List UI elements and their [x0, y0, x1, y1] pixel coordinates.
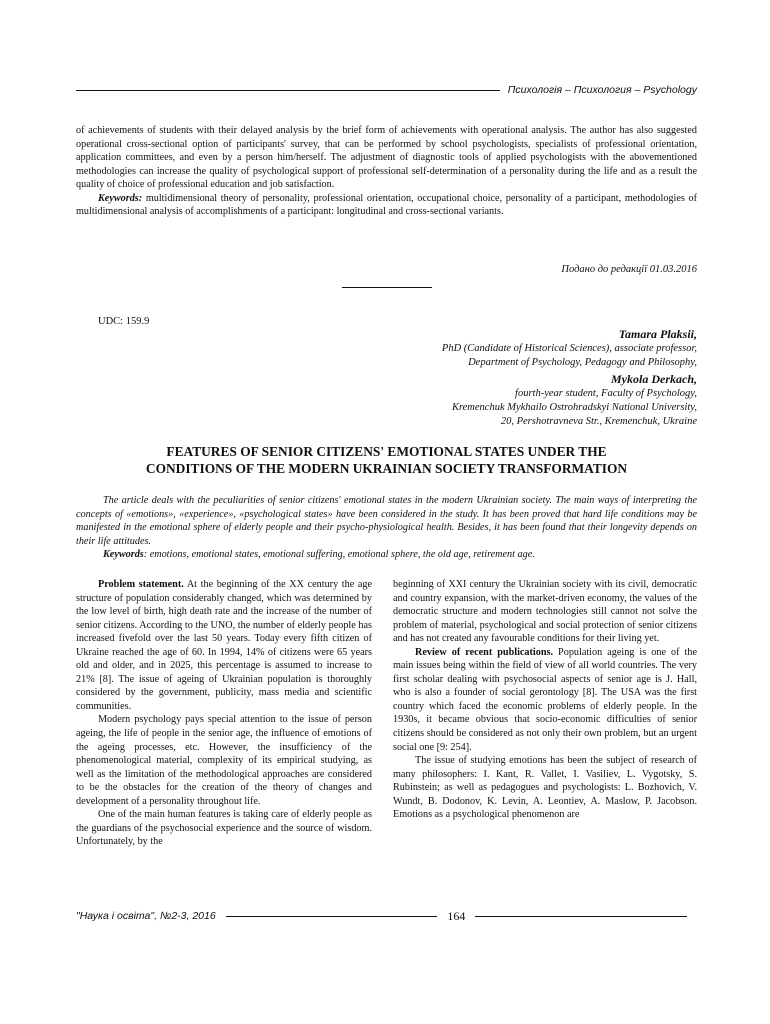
body-paragraph: [393, 646, 697, 754]
abstract: [76, 494, 697, 562]
abstract-keywords-text: : emotions, emotional states, emotional suffering, emotional sphere, the old age, retirement age.: [143, 549, 535, 561]
body-text: Population ageing is one of the main issues being within the field of view of all world countries. The very first scholar dealing with psychosocial aspects of senior age is J. Hall, who is also a founder of social gerontology [8]. The USA was the first country which faced the economic problems of elderly people. In the 1930s, it became obvious that socio-economic difficulties of senior citizens should be considered as not only their own problem, but an urgent social one [9: 254].: [393, 646, 697, 753]
intro-section: [76, 124, 697, 219]
body-paragraph: [76, 578, 372, 713]
intro-keywords-text: multidimensional theory of personality, professional orientation, occupational choice, personality of a participant, methodologies of multidimensional analysis of accomplishments of a participant: longitudinal and cross-sectional variants.: [76, 192, 697, 218]
abstract-keywords: [76, 548, 697, 562]
footer-rule: [226, 916, 438, 917]
udc-code: UDC: 159.9: [98, 316, 150, 327]
author-affiliation: Department of Psychology, Pedagogy and Philosophy,: [468, 357, 697, 369]
submitted-date: Подано до редакції 01.03.2016: [561, 264, 697, 275]
intro-paragraph: [76, 124, 697, 192]
body-column-left: [76, 578, 372, 849]
paper-title: [76, 443, 697, 477]
body-paragraph: One of the main human features is taking care of elderly people as the guardians of the psychosocial experience and the source of wisdom. Unfortunately, by the: [76, 809, 372, 848]
author-affiliation: fourth-year student, Faculty of Psychology,: [515, 387, 697, 399]
author-name: Mykola Derkach,: [611, 371, 697, 386]
body-column-right: [393, 578, 697, 822]
author-name: Tamara Plaksii,: [618, 327, 697, 341]
paper-title-line: FEATURES OF SENIOR CITIZENS' EMOTIONAL STATES UNDER THE: [166, 444, 607, 459]
author-affiliation: Kremenchuk Mykhailo Ostrohradskyi National University,: [451, 401, 697, 413]
intro-keywords-label: Keywords:: [98, 192, 143, 204]
footer-rule: [475, 916, 687, 917]
section-divider: [342, 287, 432, 288]
body-text: At the beginning of the XX century the age structure of population considerably changed, which was determined by the low level of birth, high death rate and the increase of the number of senior citizens. According to the UNO, the number of elderly people has increased fivefold over the last 50 years. Today every fifth citizen of Ukraine reached the age of 60. In 1994, 14% of citizens were 65 years old and older, and in 2025, this percentage is assumed to increase to 21% [8]. The issue of ageing of Ukrainian population is thoroughly considered by the government, publicity, mass media and scientific communities.: [76, 579, 372, 712]
header-rule: [76, 90, 500, 91]
abstract-text: The article deals with the peculiarities of senior citizens' emotional states in the modern Ukrainian society. The main ways of interpreting the concepts of «emotions», «experience», «psychological states» have been considered in the study. It has been proved that hard life conditions may be manifested in the emotional sphere of elderly people and their psycho-physiological health. Besides, it has been found that their longevity depends on their life attitudes.: [76, 495, 697, 547]
author-affiliation: PhD (Candidate of Historical Sciences), associate professor,: [441, 343, 697, 354]
body-paragraph: The issue of studying emotions has been the subject of research of many philosophers: I. Kant, R. Vallet, I. Vasiliev, L. Vygotsky, S. Rubinstein; as well as pedagogues and psychologists: L. Bozhovich, V. Wundt, B. Dodonov, K. Levin, A. Leontiev, A. Maslow, P. Jacobson. Emotions as a psychological phenomenon are: [393, 755, 697, 821]
author-block: [277, 326, 697, 429]
footer-journal: "Наука і освіта", №2-3, 2016: [76, 910, 216, 922]
section-heading-problem: Problem statement.: [98, 579, 184, 590]
page-footer: [76, 908, 697, 924]
abstract-keywords-label: Keywords: [103, 549, 144, 561]
intro-text: of achievements of students with their delayed analysis by the brief form of achievements with operational analysis. The author has also suggested operational cross-sectional option of participants' survey, that can be performed by school psychologists, specialists of professional orientation, application committees, and even by a person him/herself. The adjustment of diagnostic tools of applied psychologists with the abovementioned methodologies can increase the quality of psychological support of professional self-determination of a personality during the life and as a result the quality of choice of professional education and job satisfaction.: [76, 125, 697, 191]
paper-title-line: CONDITIONS OF THE MODERN UKRAINIAN SOCIETY TRANSFORMATION: [145, 461, 628, 476]
author-affiliation: 20, Pershotravneva Str., Kremenchuk, Ukraine: [500, 416, 697, 428]
intro-keywords: [76, 192, 697, 219]
header-title: Психологія – Психология – Psychology: [507, 84, 697, 96]
page-number: 164: [447, 908, 466, 923]
section-heading-review: Review of recent publications.: [415, 646, 554, 658]
body-paragraph: Modern psychology pays special attention to the issue of person ageing, the life of people in the senior age, the influence of emotions of the ageing processes, etc. However, the insufficiency of the phenomenological material, complexity of its empirical studying, as well as the limitation of the methodological approaches are considered to be the obstacles for the creation of the theory of changes and development of a personality throughout life.: [76, 714, 372, 807]
body-paragraph: beginning of XXI century the Ukrainian society with its civil, democratic and country expansion, with the market-driven economy, the values of the democratic structure and modern technologies still cannot not solve the problem of material, psychological and social protection of senior citizens and has not created any favourable conditions for their living yet.: [393, 579, 697, 645]
running-header: [76, 83, 697, 97]
